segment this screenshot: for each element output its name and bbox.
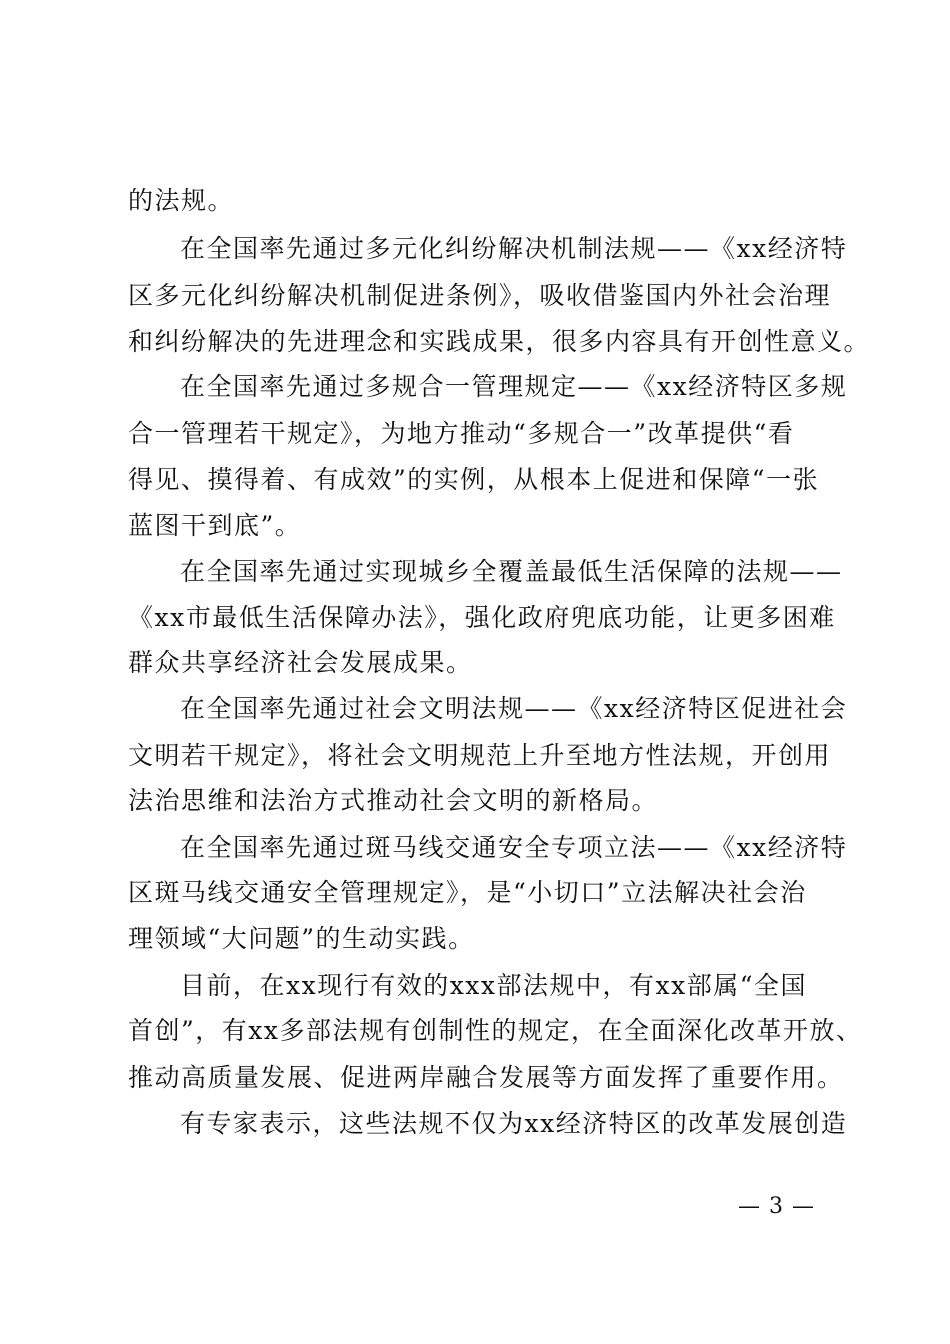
text-line: 在全国率先通过多元化纠纷解决机制法规——《xx经济特	[180, 234, 848, 263]
text-line: 蓝图干到底”。	[128, 511, 302, 540]
text-line: 群众共享经济社会发展成果。	[128, 648, 473, 677]
text-line: 得见、摸得着、有成效”的实例，从根本上促进和保障“一张	[128, 465, 820, 494]
page-number: — 3 —	[738, 1194, 815, 1219]
text-line: 合一管理若干规定》，为地方推动“多规合一”改革提供“看	[128, 419, 795, 448]
text-line: 区多元化纠纷解决机制促进条例》，吸收借鉴国内外社会治理	[128, 281, 832, 310]
text-line: 法治思维和法治方式推动社会文明的新格局。	[128, 786, 659, 815]
text-line: 首创”，有xx多部法规有创制性的规定，在全面深化改革开放、	[128, 1016, 863, 1045]
text-line: 区斑马线交通安全管理规定》，是“小切口”立法解决社会治	[128, 878, 807, 907]
text-line: 的法规。	[128, 186, 235, 215]
text-line: 和纠纷解决的先进理念和实践成果，很多内容具有开创性意义。	[128, 327, 871, 356]
text-line: 在全国率先通过社会文明法规——《xx经济特区促进社会	[180, 694, 848, 723]
text-line: 目前，在xx现行有效的xxx部法规中，有xx部属“全国	[180, 971, 807, 1000]
text-line: 在全国率先通过实现城乡全覆盖最低生活保障的法规——	[180, 557, 843, 586]
text-line: 推动高质量发展、促进两岸融合发展等方面发挥了重要作用。	[128, 1063, 844, 1092]
text-line: 有专家表示，这些法规不仅为xx经济特区的改革发展创造	[180, 1109, 848, 1138]
text-line: 在全国率先通过多规合一管理规定——《xx经济特区多规	[180, 372, 848, 401]
text-line: 理领域“大问题”的生动实践。	[128, 924, 475, 953]
text-line: 《xx市最低生活保障办法》，强化政府兜底功能，让更多困难	[128, 603, 836, 632]
text-line: 在全国率先通过斑马线交通安全专项立法——《xx经济特	[180, 833, 848, 862]
text-line: 文明若干规定》，将社会文明规范上升至地方性法规，开创用	[128, 741, 832, 770]
